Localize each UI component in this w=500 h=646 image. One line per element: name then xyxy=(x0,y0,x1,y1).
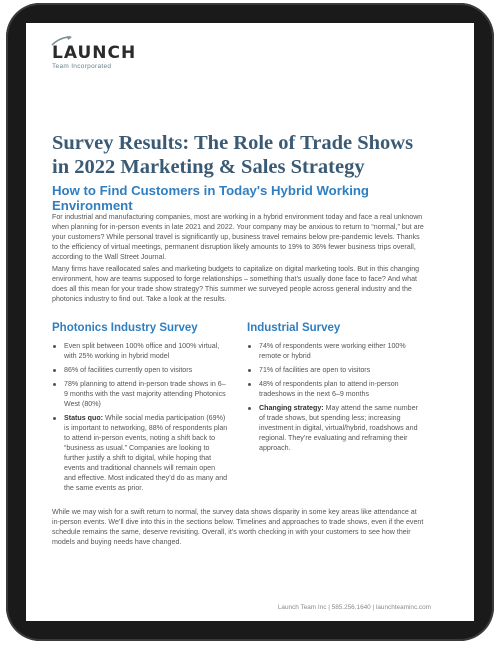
intro-paragraph-1: For industrial and manufacturing companies, most are working in a hybrid environment today and face a real unknown when planning for in-person events in late 2021 and 2022. Your company may be anxious to return to “normal,” but are your customers? While personal travel is significantly up, business travel remains below pre-pandemic levels. Thanks to the efficiency of virtual meetings, permanent disruption likely amounts to 19% to 36% fewer business trips overall, according to the Wall Street Journal. xyxy=(52,213,424,261)
list-item xyxy=(52,365,228,375)
industrial-heading: Industrial Survey xyxy=(247,322,341,334)
list-item-text: 71% of facilities are open to visitors xyxy=(259,366,371,374)
list-item xyxy=(247,403,423,453)
list-item-text: 86% of facilities currently open to visitors xyxy=(64,366,193,374)
list-item-lead: Changing strategy: xyxy=(259,404,324,412)
list-item xyxy=(247,365,423,375)
list-item xyxy=(52,413,228,493)
list-item xyxy=(52,341,228,361)
list-item-lead: Status quo: xyxy=(64,414,104,422)
list-item xyxy=(52,379,228,409)
rocket-swoosh-icon xyxy=(50,36,72,46)
list-item-text: May attend the same number of trade shows, but spending less; increasing investment in digital, virtual/hybrid, roadshows and regional. They’re evaluating and reframing their approach. xyxy=(259,404,418,452)
document-title: Survey Results: The Role of Trade Shows in 2022 Marketing & Sales Strategy xyxy=(52,132,414,178)
document-subtitle: How to Find Customers in Today's Hybrid Working Environment xyxy=(52,183,369,213)
list-item-text: 74% of respondents were working either 100% remote or hybrid xyxy=(259,342,406,360)
list-item-text: 78% planning to attend in-person trade shows in 6–9 months with the vast majority attending Photonics West (80%) xyxy=(64,380,226,408)
photonics-heading: Photonics Industry Survey xyxy=(52,322,198,334)
intro-paragraph-2: Many firms have reallocated sales and marketing budgets to capitalize on digital marketing tools. But in this changing environment, how are teams supposed to forge relationships – something that’s usually done face to face? And what does all this mean for your trade show strategy? This summer we surveyed people across general industry and the photonics industry to find out. Take a look at the results. xyxy=(52,265,420,303)
list-item-text: Even split between 100% office and 100% virtual, with 25% working in hybrid model xyxy=(64,342,220,360)
list-item xyxy=(247,341,423,361)
brand-tagline: Team Incorporated xyxy=(52,63,112,70)
brand-name: LAUNCH xyxy=(52,43,137,63)
brand-logo xyxy=(52,43,137,70)
industrial-list xyxy=(247,341,423,457)
list-item-text: While social media participation (69%) is important to networking, 88% of respondents plan to attend in-person events, noting a shift back to “business as usual.” Companies are looking to further justify a shift to digital, while hoping that events and traditional channels will remain open and effective. Most indicated they’d do as many and the same events as prior. xyxy=(64,414,228,492)
closing-paragraph: While we may wish for a swift return to normal, the survey data shows disparity in some key areas like attendance at in-person events. We’ll dive into this in the sections below. Timelines and approaches to trade shows, even if the event schedule remains the same, deserve revisiting. Overall, it’s worth checking in with your customers to see how their models and buying needs have changed. xyxy=(52,508,424,546)
list-item xyxy=(247,379,423,399)
photonics-list xyxy=(52,341,228,497)
list-item-text: 48% of respondents plan to attend in-person tradeshows in the next 6–9 months xyxy=(259,380,399,398)
page-footer: Launch Team Inc | 585.256.1640 | launchteaminc.com xyxy=(277,604,431,611)
